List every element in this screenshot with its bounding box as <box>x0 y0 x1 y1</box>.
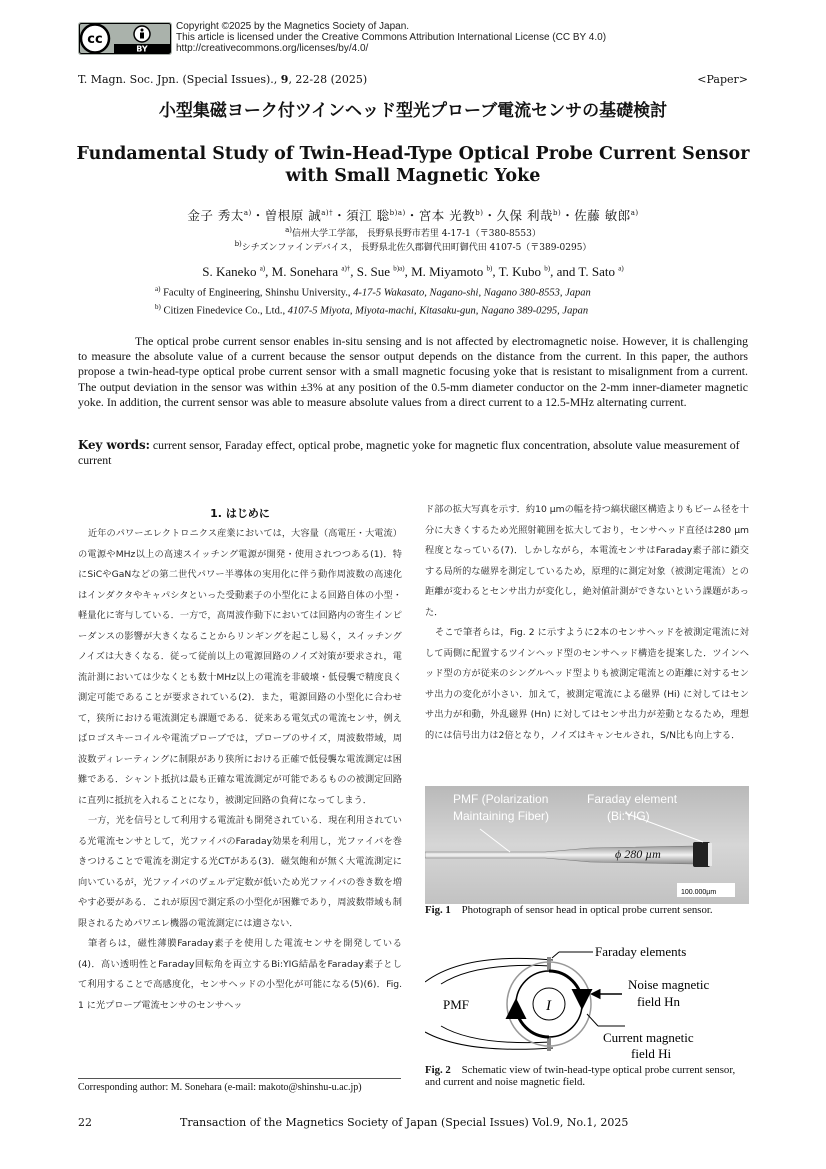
abstract: The optical probe current sensor enables in-situ sensing and is not affected by electromagnetic noise. However, it is challenging to measure the absolute value of a current because the sensor output depends on the distance from the current. In this paper, the authors propose a twin-head-type optical probe current sensor with a small magnetic focusing yoke that is resistant to misalignment from a current. The output deviation in the sensor was within ±3% at any position of the 0.5-mm diameter conductor on the 2-mm inner-diameter magnetic yoke. In addition, the current sensor was able to measure absolute values from a direct current to a 12.5-MHz alternating current. <box>78 334 748 409</box>
author-name: 曽根原 誠 <box>264 208 322 223</box>
fig2-current-symbol: I <box>546 998 551 1014</box>
figure-1-photo <box>425 786 749 904</box>
title-english-line: Fundamental Study of Twin-Head-Type Optical Probe Current Sensor <box>76 144 750 164</box>
section-1-title: 1. はじめに <box>210 507 270 520</box>
body-paragraph: 一方，光を信号として利用する電流計も開発されている．現在利用されている光電流センサとして，光ファイバのFaraday効果を利用し，光ファイバを巻きつけることで電流を測定する光CTがある(3)．磁気飽和が無く大電流測定に向いているが，光ファイバのヴェルデ定数が低いため光ファイバの巻き数を増やす必要がある．これが原因で測定系の小型化が困難であり，周波数帯域も制限されるためパワエレ機器の電流測定には適さない． <box>78 815 402 929</box>
license-line: This article is licensed under the Creative Commons Attribution International License (CC BY 4.0) <box>176 32 607 43</box>
author-aff: a) <box>630 208 639 217</box>
license-url[interactable]: http://creativecommons.org/licenses/by/4.0/ <box>176 43 369 54</box>
figure-1-caption <box>425 904 749 916</box>
author-name: S. Kaneko <box>202 264 257 279</box>
author-name: 宮本 光教 <box>418 208 476 223</box>
title-english <box>60 143 766 187</box>
author-aff: a) <box>243 208 252 217</box>
fig1-label-pmf: PMF (Polarization <box>453 792 549 806</box>
footer-journal-name: Transaction of the Magnetics Society of Japan (Special Issues) Vol.9, No.1, 2025 <box>180 1116 629 1129</box>
body-left-column <box>78 524 402 1016</box>
author-aff: b) <box>475 208 484 217</box>
affiliation-org: Citizen Finedevice Co., Ltd., <box>163 305 288 317</box>
affiliation-mark: a) <box>285 226 293 234</box>
fig2-label-pmf: PMF <box>443 997 470 1012</box>
author-aff: b) <box>544 264 551 273</box>
keywords <box>78 438 748 468</box>
affiliation-japanese <box>0 226 826 239</box>
fig1-label-faraday: Faraday element <box>587 792 678 806</box>
fig2-label-noise: field Hn <box>637 994 680 1009</box>
fig1-diameter-label: ϕ 280 µm <box>615 847 661 861</box>
figure-2-schematic <box>425 942 749 1062</box>
caption-text: Photograph of sensor head in optical probe current sensor. <box>461 904 713 916</box>
footnote-divider <box>78 1078 401 1079</box>
body-paragraph: ド部の拡大写真を示す．約10 µmの幅を持つ縞状磁区構造よりもビーム径を十分に大きくするため光照射範囲を拡大しており，センサヘッド直径は280 µm程度となっている(7)．しかしながら，本電流センサはFaraday素子部に鎖交する局所的な磁界を測定しているため，原理的に測定対象（被測定電流）との距離が変わるとセンサ出力が変化し，絶対値計測ができないという課題があった． <box>425 504 749 618</box>
caption-label: Fig. 2 <box>425 1064 451 1076</box>
body-paragraph: 近年のパワーエレクトロニクス産業においては，大容量（高電圧・大電流）の電源やMHz以上の高速スイッチング電源が開発・使用されつつある(1)．特にSiCやGaNなどの第二世代パワー半導体の実用化に伴う動作周波数の高速化はインダクタやキャパシタといった受動素子の小型化による回路自体の小型・軽量化に寄与している．一方で，高周波作動下においては回路内の寄生インピーダンスの影響が大きくなることからリンギングを起こし易く，スイッチングノイズは大きくなる．従って従前以上の電源回路のノイズ対策が要求され，電流計測においては少なくとも数十MHz以上の電流を非破壊・低侵襲で精度良く測定可能であることが要求されている(2)．また，電源回路の小型化に合わせて，狭所における電流測定も課題である．従来ある電気式の電流センサ，例えばロゴスキーコイルや電流プローブでは，プローブのサイズ，周波数帯域，周波数ディレーティングに制限があり狭所における正確で低侵襲な電流測定は困難である．シャント抵抗は最も正確な電流測定が可能であるものの被測定回路に直列に抵抗を入れることになり，被測定回路の負荷になってしまう． <box>78 528 402 806</box>
author-name: 久保 利哉 <box>496 208 553 223</box>
author-name: M. Sonehara <box>271 264 339 279</box>
author-aff: b)a) <box>389 208 406 217</box>
copyright-notice <box>176 21 606 54</box>
author-name: M. Miyamoto <box>411 264 484 279</box>
author-aff: a) <box>259 264 266 273</box>
journal-ref-prefix: T. Magn. Soc. Jpn. (Special Issues)., <box>78 73 281 86</box>
authors-english: S. Kaneko $^{a)}$, M. Sonehara $^{a)\dagger}$, S. Sue $^{b)a)}$, M. Miyamoto $^{b)}$, T. Kubo $^{b)}$, and T. Sato $^{a)}$ <box>202 264 624 279</box>
author-name: and T. Sato <box>556 264 615 279</box>
affiliation-address: 4107-5 Miyota, Miyota-machi, Kitasaku-gun, Nagano 389-0295, Japan <box>287 305 589 317</box>
journal-reference <box>78 73 367 86</box>
fig1-label-pmf: Maintaining Fiber) <box>453 809 550 823</box>
affiliation-japanese <box>0 240 826 253</box>
author-aff: b) <box>486 264 493 273</box>
fig2-label-current: field Hi <box>631 1046 672 1061</box>
author-name: 金子 秀太 <box>187 208 244 223</box>
caption-text: Schematic view of twin-head-type optical probe current sensor, and current and noise magnetic field. <box>425 1064 736 1088</box>
fig2-label-noise: Noise magnetic <box>628 977 710 992</box>
affiliation-mark: b) <box>155 303 161 311</box>
affiliation-text: 信州大学工学部， 長野県長野市若里 4-17-1（〒380-8553） <box>292 229 541 239</box>
affiliation-text: シチズンファインデバイス， 長野県北佐久郡御代田町御代田 4107-5（〒389-0295） <box>241 243 592 253</box>
journal-ref-suffix: , 22-28 (2025) <box>288 73 368 86</box>
author-name: S. Sue <box>356 264 391 279</box>
journal-ref-volume: 9 <box>280 73 289 86</box>
author-aff: b) <box>553 208 562 217</box>
body-paragraph: 筆者らは，磁性薄膜Faraday素子を使用した電流センサを開発している(4)．高い透明性とFaraday回転角を両立するBi:YIG結晶をFaraday素子として利用することで高感度化，センサヘッドの小型化が可能になる(5)(6)．Fig. 1 に光プローブ電流センサのセンサヘッ <box>78 938 402 1011</box>
by-icon-text: BY <box>136 44 148 54</box>
paper-type-label: <Paper> <box>697 73 748 86</box>
affiliation-english <box>155 285 591 299</box>
fig2-label-faraday: Faraday elements <box>595 944 687 959</box>
caption-label: Fig. 1 <box>425 904 451 916</box>
figure-2-caption <box>425 1064 749 1088</box>
author-aff: b)a) <box>393 264 405 273</box>
keywords-label: Key words: <box>78 438 150 452</box>
author-name: 佐藤 敏郎 <box>574 208 631 223</box>
copyright-line: Copyright ©2025 by the Magnetics Society of Japan. <box>176 21 410 32</box>
fig1-scalebar: 100.000µm <box>681 889 717 896</box>
body-paragraph: そこで筆者らは，Fig. 2 に示すように2本のセンサヘッドを被測定電流に対して両側に配置するツインヘッド型のセンサヘッド構造を提案した．ツインヘッド型の方が従来のシングルヘッド型よりも被測定電流との距離に対するセンサ出力の変化が小さい．加えて，被測定電流による磁界 (Hi) に対してはセンサ出力が和動，外乱磁界 (Hn) に対してはセンサ出力が差動となるため，理想的には信号出力は2倍となり，ノイズはキャンセルされ，S/N比も向上する． <box>425 627 749 741</box>
corresponding-author-footnote: Corresponding author: M. Sonehara (e-mail: makoto@shinshu-u.ac.jp) <box>78 1082 362 1093</box>
title-japanese: 小型集磁ヨーク付ツインヘッド型光プローブ電流センサの基礎検討 <box>158 101 668 121</box>
cc-by-license-logo <box>78 22 172 55</box>
authors-japanese: 金子 秀太$^{a)}$・曽根原 誠$^{a)\dagger}$・須江 聡$^{b)a)}$・宮本 光教$^{b)}$・久保 利哉$^{b)}$・佐藤 敏郎$^{a)}$ <box>187 208 639 223</box>
author-name: 須江 聡 <box>346 208 390 223</box>
author-aff: a)† <box>341 264 351 273</box>
affiliation-mark: a) <box>155 285 161 293</box>
fig1-label-faraday: (Bi:YIG) <box>607 809 650 823</box>
affiliation-address: 4-17-5 Wakasato, Nagano-shi, Nagano 380-8553, Japan <box>353 287 591 299</box>
affiliation-org: Faculty of Engineering, Shinshu University., <box>163 287 354 299</box>
body-right-column <box>425 500 749 746</box>
author-name: T. Kubo <box>498 264 542 279</box>
author-aff: a) <box>618 264 624 273</box>
section-heading <box>78 502 402 521</box>
keywords-text: current sensor, Faraday effect, optical probe, magnetic yoke for magnetic flux concentration, absolute value measurement of current <box>78 438 740 468</box>
page-number: 22 <box>78 1116 92 1129</box>
cc-icon-text: cc <box>87 32 103 47</box>
affiliation-english <box>155 303 588 317</box>
author-aff: a)† <box>321 208 334 217</box>
fig2-label-current: Current magnetic <box>603 1030 694 1045</box>
affiliation-mark: b) <box>234 240 242 248</box>
title-english-line: with Small Magnetic Yoke <box>285 166 541 186</box>
